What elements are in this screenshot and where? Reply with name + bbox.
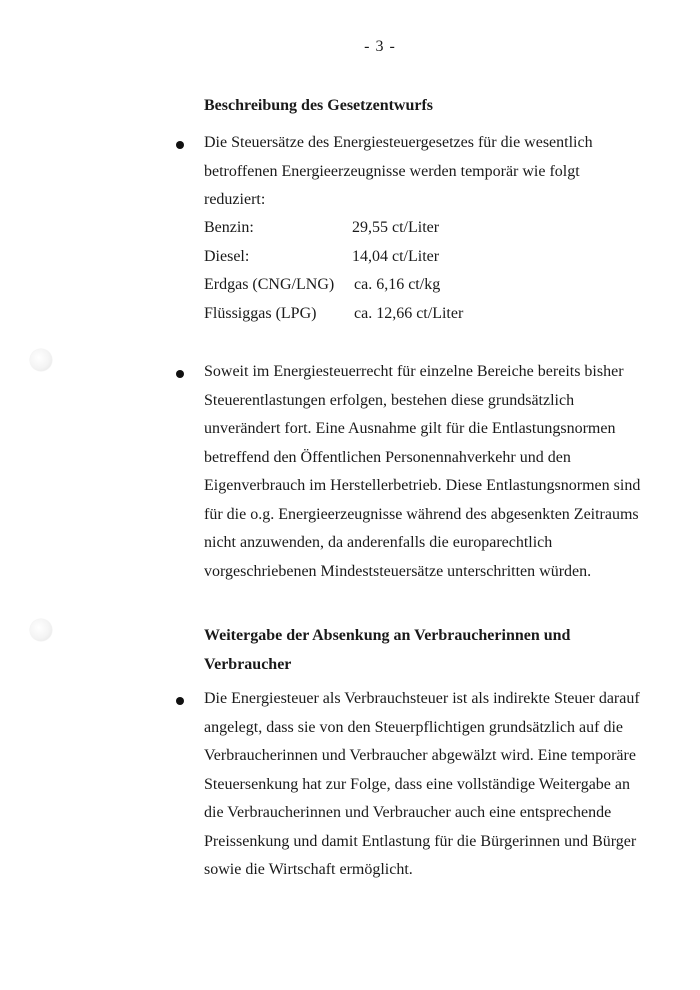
rate-label: Erdgas (CNG/LNG) — [204, 276, 335, 293]
bullet-icon — [176, 370, 184, 378]
rate-value: 14,04 ct/Liter — [352, 247, 440, 265]
paragraph-exemptions: Soweit im Energiesteuerrecht für einzelne Bereiche bereits bisher Steuerentlastungen erfolgen, bestehen diese grundsätzlich unverändert fort. Eine Ausnahme gilt für die Entlastungsnormen betreffend den Öffentlichen Personennahverkehr und den Eigenverbrauch im Herstellerbetrieb. Diese Entlastungsnormen sind für die o.g. Energieerzeugnisse während des abgesenkten Zeitraums nicht anzuwenden, da anderenfalls die europarechtlich vorgeschriebenen Mindeststeuersätze unterschritten würden. — [204, 363, 641, 580]
bullet-icon — [176, 141, 184, 149]
rate-row — [204, 214, 463, 243]
section-heading-description: Beschreibung des Gesetzentwurfs — [204, 97, 434, 114]
rate-value: ca. 12,66 ct/Liter — [354, 304, 464, 322]
punch-hole-icon — [30, 619, 52, 641]
rate-value: 29,55 ct/Liter — [352, 219, 440, 236]
rate-row — [204, 271, 463, 300]
section-heading-pass-through: Weitergabe der Absenkung an Verbraucherinnen und Verbraucher — [204, 627, 571, 673]
paragraph-tax-rates-intro: Die Steuersätze des Energiesteuergesetzes für die wesentlich betroffenen Energieerzeugnisse werden temporär wie folgt reduziert: — [204, 134, 593, 208]
rate-label: Diesel: — [204, 247, 250, 265]
punch-hole-icon — [30, 349, 52, 371]
rate-value: ca. 6,16 ct/kg — [354, 276, 441, 293]
tax-rates-table — [204, 214, 463, 328]
rate-label: Flüssiggas (LPG) — [204, 304, 317, 322]
rate-row — [204, 300, 463, 329]
bullet-icon — [176, 697, 184, 705]
rate-row — [204, 243, 463, 272]
paragraph-consumer-pass-through: Die Energiesteuer als Verbrauchsteuer ist als indirekte Steuer darauf angelegt, dass sie von den Steuerpflichtigen grundsätzlich auf die Verbraucherinnen und Verbraucher abgewälzt wird. Eine temporäre Steuersenkung hat zur Folge, dass eine vollständige Weitergabe an die Verbraucherinnen und Verbraucher auch eine entsprechende Preissenkung und damit Entlastung für die Bürgerinnen und Bürger sowie die Wirtschaft ermöglicht. — [204, 690, 640, 878]
rate-label: Benzin: — [204, 219, 254, 236]
page-number: - 3 - — [364, 38, 396, 55]
